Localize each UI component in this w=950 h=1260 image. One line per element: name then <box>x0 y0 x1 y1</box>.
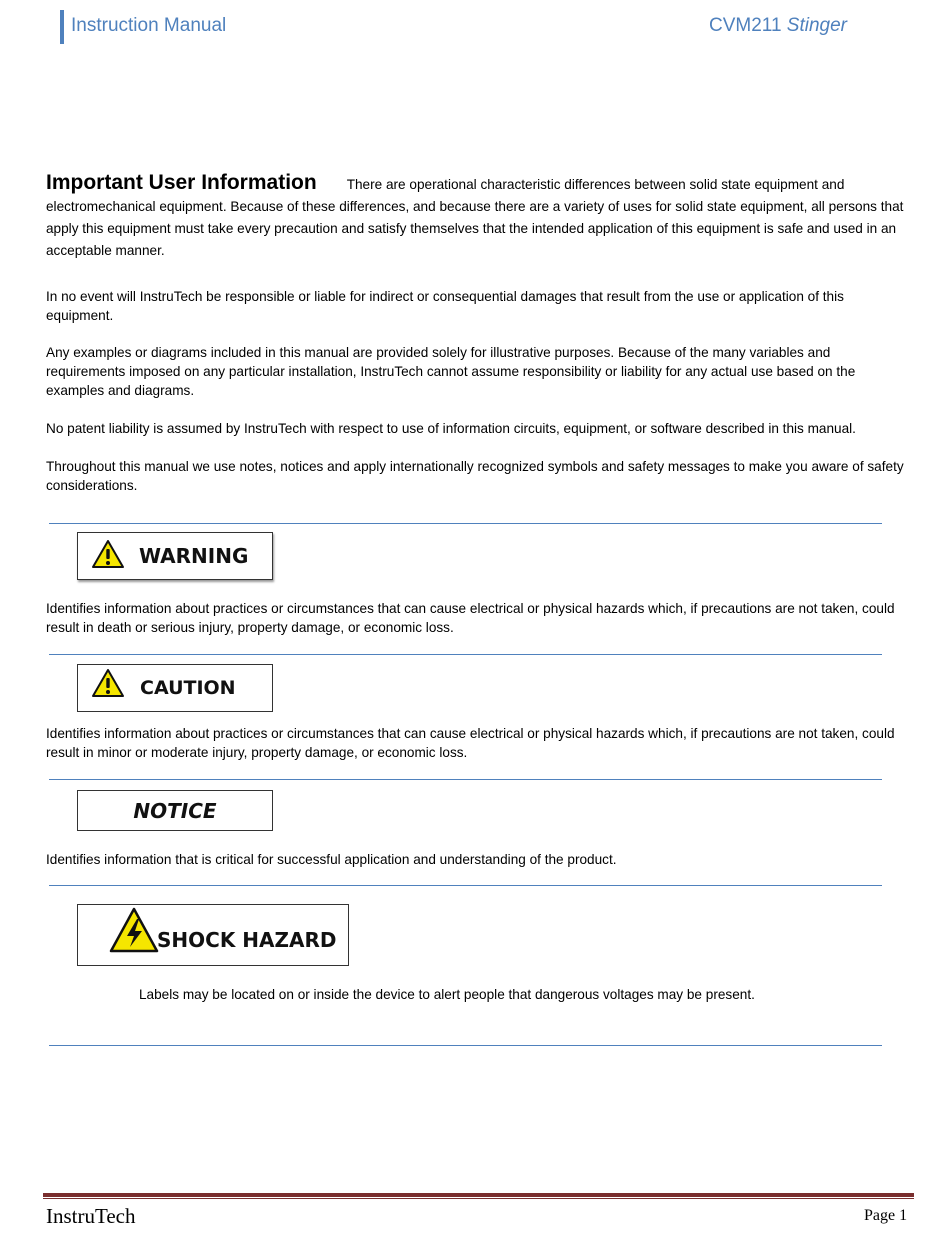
caution-label <box>77 664 273 712</box>
notice-description: Identifies information that is critical for successful application and understanding of the product. <box>46 852 617 867</box>
shock-hazard-description: Labels may be located on or inside the device to alert people that dangerous voltages may be present. <box>139 987 755 1002</box>
section-divider <box>49 1045 882 1046</box>
section-divider <box>49 654 882 655</box>
notice-label <box>77 790 273 831</box>
footer-rule-thin <box>43 1198 914 1199</box>
symbols-paragraph: Throughout this manual we use notes, notices and apply internationally recognized symbols and safety messages to make you aware of safety considerations. <box>46 459 904 493</box>
page-number: Page 1 <box>864 1207 908 1224</box>
liability-paragraph: In no event will InstruTech be responsible or liable for indirect or consequential damages that result from the use or application of this equipment. <box>46 289 844 323</box>
header-accent-bar <box>60 10 64 44</box>
warning-label <box>77 532 273 580</box>
patent-paragraph: No patent liability is assumed by InstruTech with respect to use of information circuits, equipment, or software described in this manual. <box>46 421 856 436</box>
section-divider <box>49 885 882 886</box>
footer-rule <box>43 1193 914 1197</box>
header-model-number: CVM211 <box>709 15 782 36</box>
warning-description: Identifies information about practices or circumstances that can cause electrical or physical hazards which, if precautions are not taken, could result in death or serious injury, property damage, or economic loss. <box>46 601 895 635</box>
header-model-name: Stinger <box>786 15 847 36</box>
caution-description: Identifies information about practices or circumstances that can cause electrical or physical hazards which, if precautions are not taken, could result in minor or moderate injury, property damage, or economic loss. <box>46 726 895 760</box>
warning-triangle-icon <box>91 539 125 574</box>
shock-hazard-label-text: SHOCK HAZARD <box>157 928 337 952</box>
high-voltage-triangle-icon <box>109 907 159 958</box>
header-model <box>709 15 847 37</box>
shock-hazard-label <box>77 904 349 966</box>
header-title: Instruction Manual <box>71 15 227 36</box>
notice-label-text: NOTICE <box>133 798 217 823</box>
examples-paragraph: Any examples or diagrams included in this manual are provided solely for illustrative purposes. Because of the many variables and requirements imposed on any particular installation, InstruTech cannot assume responsibility or liability for any actual use based on the examples and diagrams. <box>46 345 856 398</box>
footer-company: InstruTech <box>46 1204 136 1228</box>
section-heading: Important User Information <box>46 171 317 194</box>
section-divider <box>49 523 882 524</box>
intro-text: There are operational characteristic differences between solid state equipment and electromechanical equipment. Because of these differences, and because there are a variety of uses for solid state equipment, all persons that apply this equipment must take every precaution and satisfy themselves that the intended application of this equipment is safe and used in an acceptable manner. <box>46 177 904 258</box>
warning-triangle-icon <box>91 668 125 703</box>
caution-label-text: CAUTION <box>140 677 236 699</box>
section-divider <box>49 779 882 780</box>
warning-label-text: WARNING <box>139 544 249 568</box>
intro-paragraph <box>46 172 908 262</box>
